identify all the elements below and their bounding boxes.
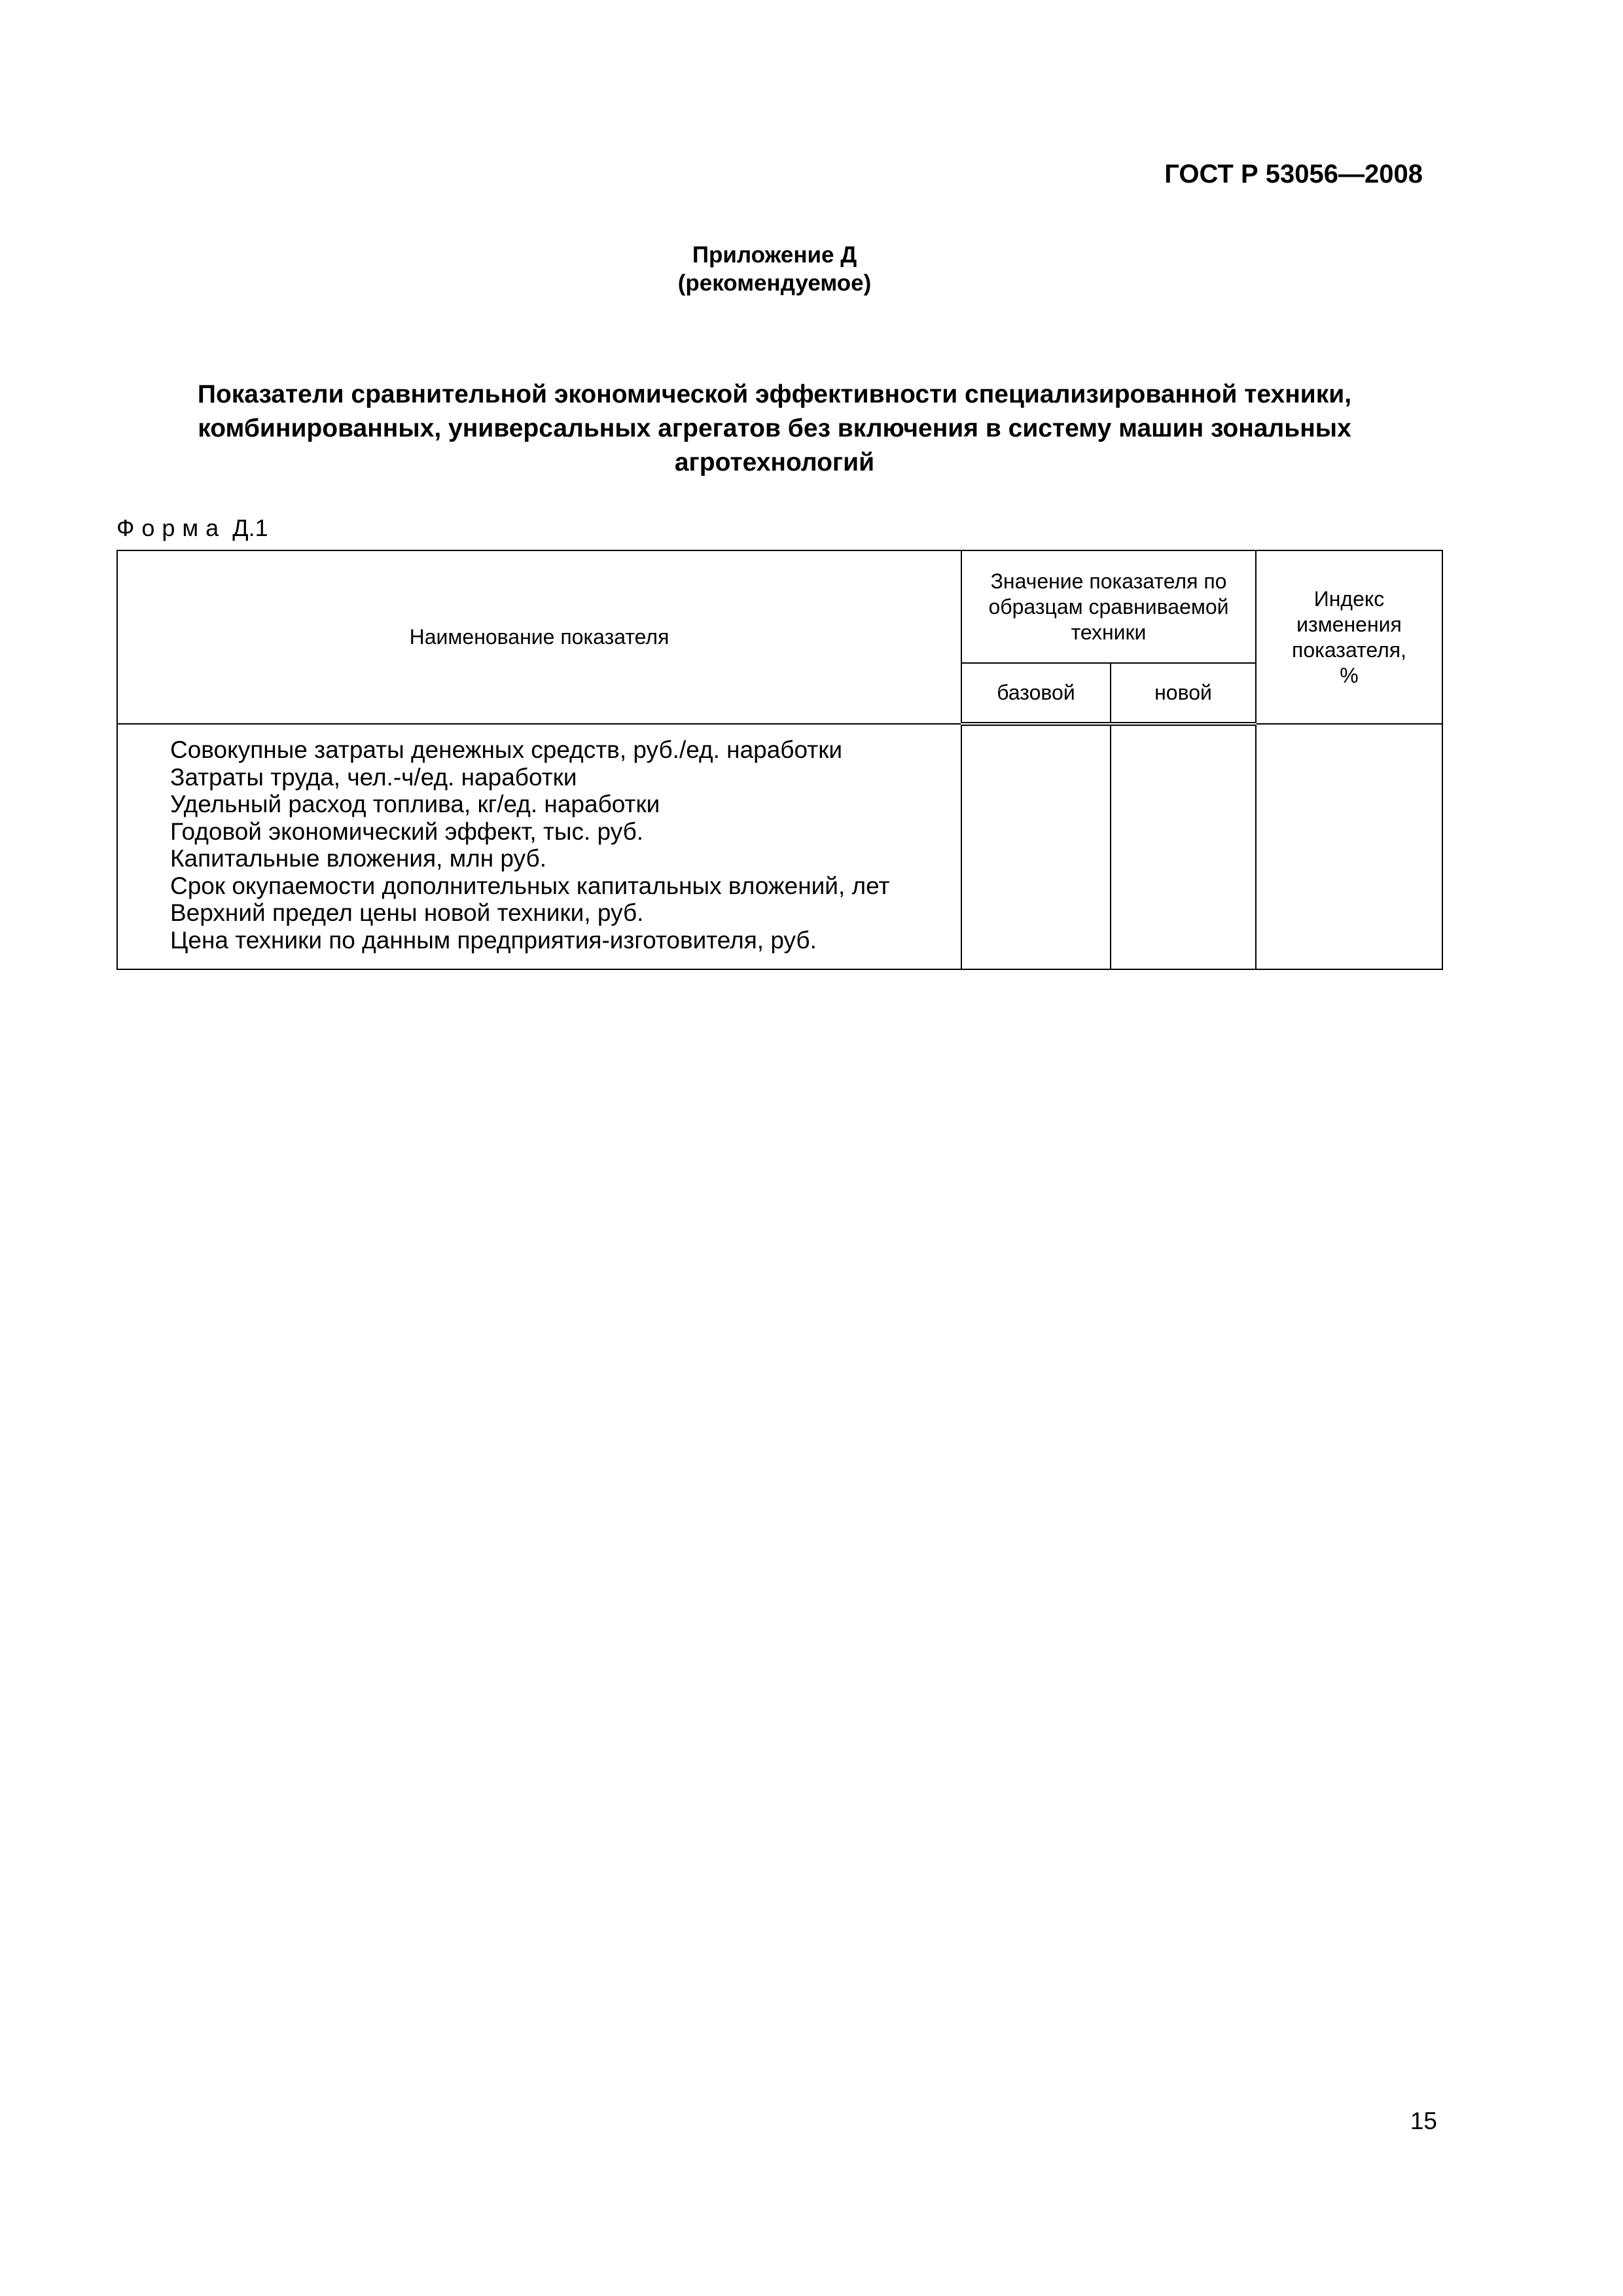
change-index-cell bbox=[1256, 724, 1442, 969]
indicator-row: Удельный расход топлива, кг/ед. наработки bbox=[170, 791, 660, 817]
document-title-line: комбинированных, универсальных агрегатов без включения в систему машин зональных bbox=[198, 414, 1351, 442]
appendix-heading bbox=[0, 241, 1549, 297]
page-number: 15 bbox=[1410, 2108, 1437, 2134]
indicator-row: Затраты труда, чел.-ч/ед. наработки bbox=[170, 763, 577, 791]
appendix-title: Приложение Д bbox=[692, 242, 857, 268]
document-title bbox=[118, 378, 1431, 480]
indicator-row: Верхний предел цены новой техники, руб. bbox=[170, 899, 644, 926]
indicator-row: Срок окупаемости дополнительных капитальных вложений, лет bbox=[170, 872, 890, 899]
indicators-form-table bbox=[116, 550, 1443, 970]
column-header-base: базовой bbox=[961, 663, 1111, 724]
document-title-line: агротехнологий bbox=[674, 448, 875, 476]
column-header-indicator-name: Наименование показателя bbox=[117, 550, 961, 724]
indicator-row: Цена техники по данным предприятия-изготовителя, руб. bbox=[170, 926, 817, 954]
base-value-cell bbox=[961, 724, 1111, 969]
indicator-row: Капитальные вложения, млн руб. bbox=[170, 845, 546, 872]
appendix-status: (рекомендуемое) bbox=[677, 270, 872, 296]
indicator-row: Годовой экономический эффект, тыс. руб. bbox=[170, 817, 644, 845]
standard-code: ГОСТ Р 53056—2008 bbox=[1164, 160, 1423, 188]
indicator-row: Совокупные затраты денежных средств, руб./ед. наработки bbox=[170, 736, 843, 763]
document-title-line: Показатели сравнительной экономической эффективности специализированной техники, bbox=[197, 380, 1352, 408]
form-label-number: Д.1 bbox=[232, 514, 268, 541]
column-header-change-index: Индекс изменения показателя, % bbox=[1256, 550, 1442, 724]
column-header-indicator-value: Значение показателя по образцам сравниваемой техники bbox=[961, 550, 1256, 663]
indicator-list-cell bbox=[117, 724, 961, 969]
column-header-new: новой bbox=[1111, 663, 1256, 724]
form-label-word: Форма bbox=[116, 514, 226, 541]
form-label bbox=[116, 514, 268, 542]
new-value-cell bbox=[1111, 724, 1256, 969]
